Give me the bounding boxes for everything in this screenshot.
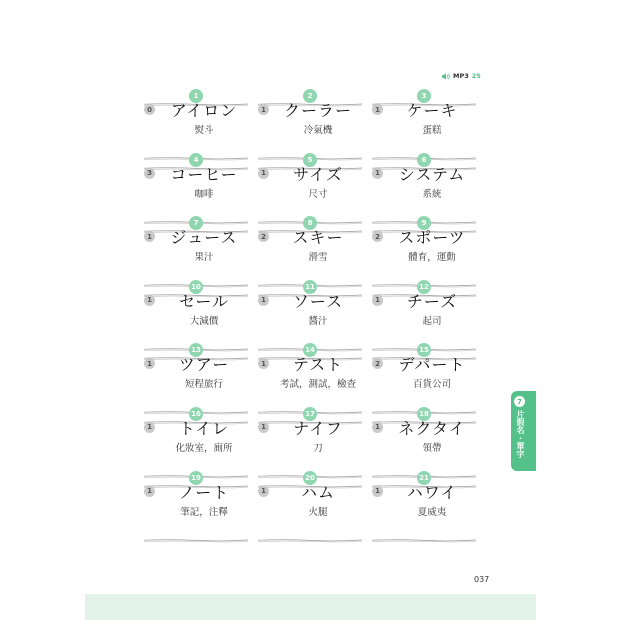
divider-bottom: [372, 464, 476, 469]
katakana-word: セール: [178, 291, 230, 311]
word-meaning: 化妝室，廁所: [175, 442, 233, 454]
word-number-badge: 4: [189, 153, 203, 167]
vocab-card: [144, 152, 248, 216]
word-number-badge: 6: [417, 153, 431, 167]
vocab-card: [144, 470, 248, 534]
katakana-word: チーズ: [406, 291, 458, 311]
word-number-badge: 3: [417, 89, 431, 103]
vocab-card: [372, 88, 476, 152]
accent-number: 1: [144, 486, 155, 497]
word-number-badge: 14: [303, 343, 317, 357]
word-meaning: 醬汁: [308, 315, 328, 327]
word-meaning: 體育，運動: [408, 252, 456, 264]
accent-number: 1: [258, 295, 269, 306]
word-number-badge: 21: [417, 471, 431, 485]
word-number-badge: 10: [189, 280, 203, 294]
divider-bottom: [258, 337, 362, 342]
vocabulary-grid: [144, 88, 476, 533]
accent-number: 1: [258, 358, 269, 369]
word-number-badge: 15: [417, 343, 431, 357]
vocab-card: [258, 470, 362, 534]
bottom-band: [85, 594, 536, 620]
word-number-badge: 19: [189, 471, 203, 485]
vocab-card: [144, 279, 248, 343]
katakana-word: スキー: [292, 228, 344, 248]
word-number-badge: 13: [189, 343, 203, 357]
katakana-word: ケーキ: [406, 101, 458, 120]
accent-number: 1: [258, 168, 269, 179]
vocab-card: [372, 470, 476, 534]
vocab-card: [258, 279, 362, 343]
accent-number: 3: [144, 168, 155, 179]
divider-bottom: [372, 337, 476, 342]
divider-bottom: [258, 146, 362, 151]
word-number-badge: 18: [417, 407, 431, 421]
accent-number: 1: [144, 231, 155, 242]
vocab-card: [258, 88, 362, 152]
page-number: 037: [474, 575, 490, 584]
chapter-title: 片假名・單字: [516, 410, 525, 458]
word-number-badge: 11: [303, 280, 317, 294]
accent-number: 2: [372, 231, 383, 242]
katakana-word: デパート: [398, 355, 466, 375]
word-meaning: 果汁: [194, 252, 214, 264]
divider-bottom: [144, 464, 248, 469]
chapter-number: 7: [514, 396, 525, 407]
vocab-card: [258, 406, 362, 470]
divider-bottom: [144, 400, 248, 405]
word-meaning: 起司: [422, 315, 442, 327]
word-meaning: 尺寸: [308, 188, 328, 200]
katakana-word: ジュース: [170, 228, 238, 248]
word-meaning: 火腿: [308, 506, 328, 518]
katakana-word: ツアー: [178, 355, 230, 375]
divider-bottom: [144, 146, 248, 151]
accent-number: 1: [372, 295, 383, 306]
vocab-card: [144, 342, 248, 406]
word-meaning: 系統: [422, 188, 442, 200]
accent-number: 1: [144, 295, 155, 306]
word-number-badge: 12: [417, 280, 431, 294]
vocab-card: [372, 342, 476, 406]
speaker-icon: [441, 72, 450, 81]
divider-bottom: [144, 337, 248, 342]
mp3-audio-label[interactable]: [441, 70, 481, 82]
word-meaning: 短程旅行: [184, 379, 223, 391]
katakana-word: ノート: [178, 482, 230, 502]
word-meaning: 筆記，注釋: [180, 506, 228, 518]
word-meaning: 刀: [313, 442, 323, 454]
word-number-badge: 2: [303, 89, 317, 103]
katakana-word: ハワイ: [406, 482, 458, 502]
vocab-card: [258, 215, 362, 279]
divider-bottom: [258, 400, 362, 405]
vocab-card: [372, 152, 476, 216]
accent-number: 2: [372, 358, 383, 369]
vocab-card: [372, 279, 476, 343]
divider-bottom: [258, 210, 362, 215]
divider-bottom: [372, 146, 476, 151]
accent-number: 1: [258, 104, 269, 115]
vocab-card: [258, 342, 362, 406]
word-meaning: 熨斗: [194, 125, 214, 136]
word-number-badge: 7: [189, 216, 203, 230]
word-number-badge: 17: [303, 407, 317, 421]
word-meaning: 大減價: [189, 315, 219, 327]
accent-number: 1: [372, 104, 383, 115]
divider-bottom: [258, 528, 362, 533]
katakana-word: サイズ: [293, 164, 343, 184]
mp3-text: MP3: [453, 72, 469, 80]
word-meaning: 冷氣機: [303, 125, 333, 136]
divider-bottom: [372, 210, 476, 215]
word-number-badge: 1: [189, 89, 203, 103]
divider-bottom: [258, 464, 362, 469]
divider-bottom: [144, 528, 248, 533]
katakana-word: システム: [398, 164, 466, 184]
accent-number: 1: [144, 422, 155, 433]
divider-bottom: [372, 528, 476, 533]
katakana-word: ハム: [300, 482, 335, 502]
word-meaning: 夏威夷: [417, 506, 447, 518]
word-number-badge: 5: [303, 153, 317, 167]
divider-bottom: [144, 273, 248, 278]
vocab-card: [372, 215, 476, 279]
word-number-badge: 16: [189, 407, 203, 421]
katakana-word: コーヒー: [170, 164, 238, 184]
word-number-badge: 20: [303, 471, 317, 485]
word-number-badge: 8: [303, 216, 317, 230]
word-meaning: 滑雪: [308, 252, 328, 264]
vocab-card: [144, 88, 248, 152]
accent-number: 0: [144, 104, 155, 115]
divider-bottom: [372, 273, 476, 278]
word-meaning: 領帶: [422, 442, 442, 454]
word-meaning: 咖啡: [194, 188, 214, 200]
katakana-word: ナイフ: [293, 418, 343, 438]
katakana-word: トイレ: [178, 418, 230, 438]
vocab-card: [372, 406, 476, 470]
word-meaning: 考試，測試，檢查: [279, 379, 356, 391]
word-meaning: 蛋糕: [422, 125, 442, 136]
accent-number: 1: [372, 168, 383, 179]
katakana-word: ソース: [292, 291, 344, 311]
katakana-word: クーラー: [283, 101, 352, 120]
divider-bottom: [372, 400, 476, 405]
accent-number: 1: [258, 486, 269, 497]
accent-number: 1: [144, 358, 155, 369]
accent-number: 1: [372, 486, 383, 497]
word-meaning: 百貨公司: [412, 379, 451, 391]
katakana-word: アイロン: [170, 101, 238, 120]
accent-number: 2: [258, 231, 269, 242]
katakana-word: ネクタイ: [398, 418, 466, 438]
katakana-word: スポーツ: [398, 228, 466, 248]
accent-number: 1: [258, 422, 269, 433]
divider-bottom: [144, 210, 248, 215]
vocab-card: [258, 152, 362, 216]
divider-bottom: [258, 273, 362, 278]
mp3-track-number: 25: [471, 72, 481, 80]
vocab-card: [144, 406, 248, 470]
chapter-side-tab[interactable]: [511, 391, 536, 471]
accent-number: 1: [372, 422, 383, 433]
word-number-badge: 9: [417, 216, 431, 230]
vocab-card: [144, 215, 248, 279]
katakana-word: テスト: [292, 355, 344, 375]
